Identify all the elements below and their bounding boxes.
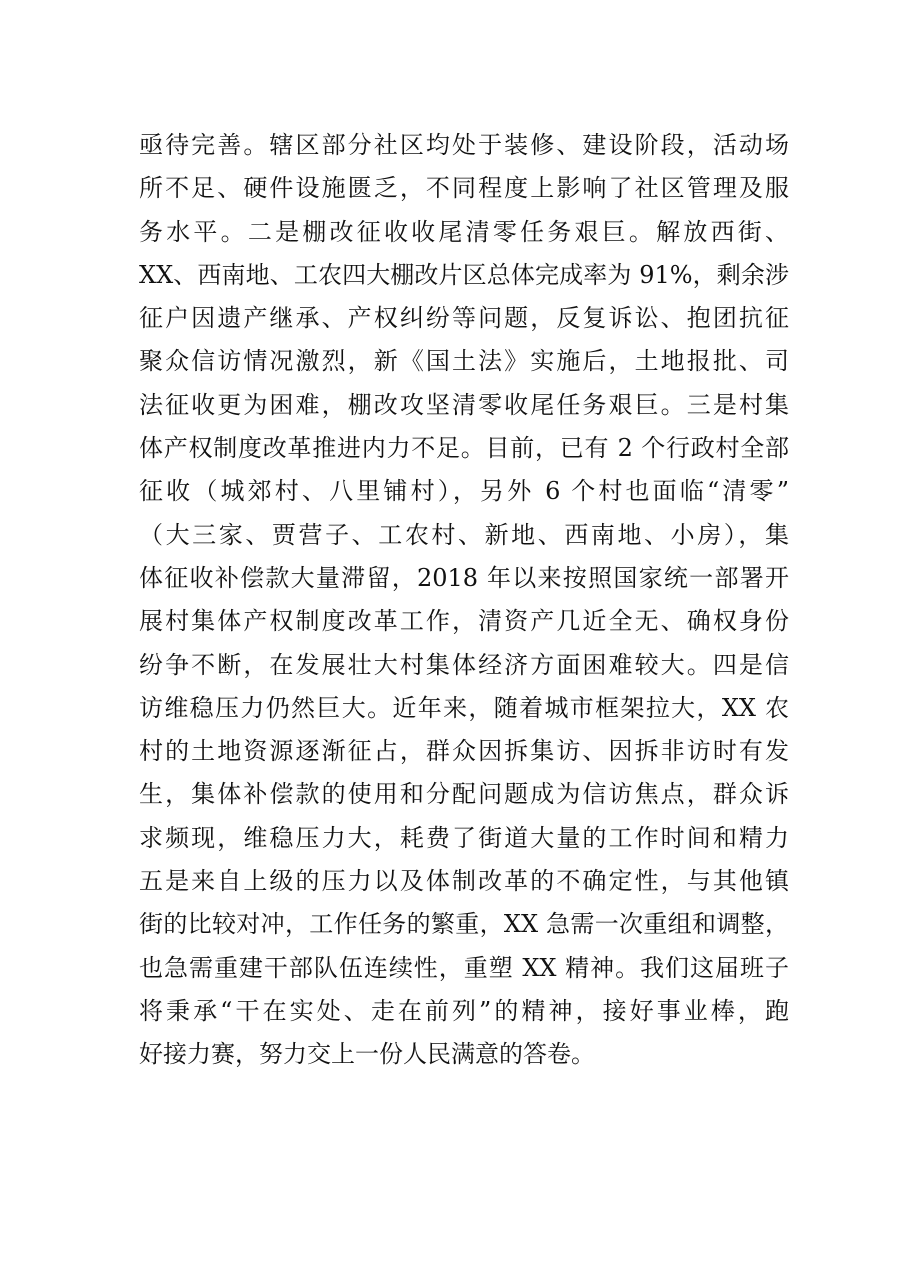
text-line: 征户因遗产继承、产权纠纷等问题，反复诉讼、抱团抗征 <box>139 304 789 333</box>
body-paragraph <box>139 124 789 1077</box>
text-line: 求频现，维稳压力大，耗费了街道大量的工作时间和精力 <box>139 823 789 852</box>
text-line: 五是来自上级的压力以及体制改革的不确定性，与其他镇 <box>139 867 789 896</box>
text-line: 务水平。二是棚改征收收尾清零任务艰巨。解放西街、 <box>139 217 789 246</box>
text-line: 聚众信访情况激烈，新《国土法》实施后，土地报批、司 <box>139 347 789 376</box>
text-line: 体征收补偿款大量滞留，2018 年以来按照国家统一部署开 <box>139 563 789 592</box>
text-line: 法征收更为困难，棚改攻坚清零收尾任务艰巨。三是村集 <box>139 390 789 419</box>
text-line: 征收（城郊村、八里铺村），另外 6 个村也面临“清零” <box>139 477 789 506</box>
text-line: 纷争不断，在发展壮大村集体经济方面困难较大。四是信 <box>139 650 789 679</box>
text-line: 体产权制度改革推进内力不足。目前，已有 2 个行政村全部 <box>139 434 789 463</box>
text-line: 也急需重建干部队伍连续性，重塑 XX 精神。我们这届班子 <box>139 953 789 982</box>
text-line: 生，集体补偿款的使用和分配问题成为信访焦点，群众诉 <box>139 780 789 809</box>
text-line: 村的土地资源逐渐征占，群众因拆集访、因拆非访时有发 <box>139 737 789 766</box>
text-line: 所不足、硬件设施匮乏，不同程度上影响了社区管理及服 <box>139 174 789 203</box>
text-line: XX、西南地、工农四大棚改片区总体完成率为 91%，剩余涉 <box>139 260 789 289</box>
text-line: （大三家、贾营子、工农村、新地、西南地、小房），集 <box>139 520 789 549</box>
text-line: 街的比较对冲，工作任务的繁重，XX 急需一次重组和调整， <box>139 910 789 939</box>
text-line: 将秉承“干在实处、走在前列”的精神，接好事业棒，跑 <box>139 996 789 1025</box>
text-line: 亟待完善。辖区部分社区均处于装修、建设阶段，活动场 <box>139 131 789 159</box>
text-line: 好接力赛，努力交上一份人民满意的答卷。 <box>139 1040 595 1069</box>
text-line: 访维稳压力仍然巨大。近年来，随着城市框架拉大，XX 农 <box>139 693 789 722</box>
text-line: 展村集体产权制度改革工作，清资产几近全无、确权身份 <box>139 607 789 636</box>
